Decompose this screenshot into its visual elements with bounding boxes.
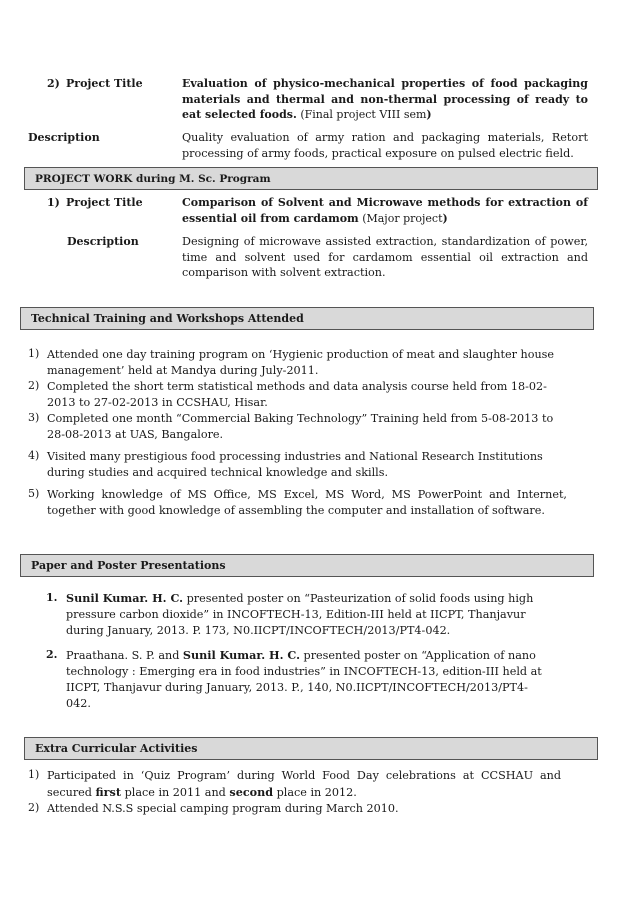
project-title [182, 76, 588, 123]
list-item: Completed one month “Commercial Baking Technology” Training held from 5-08-2013 to 28-08-2013 at UAS, Bangalore. [47, 412, 554, 441]
list-item [66, 590, 552, 639]
project-number: 2) [47, 77, 60, 90]
project-title-text: Evaluation of physico-mechanical properties of food packaging materials and thermal and non-thermal processing of ready to eat selected foods. [182, 77, 588, 121]
project-note-close: ) [442, 211, 448, 225]
list-number: 5) [28, 487, 40, 500]
list-item [66, 647, 552, 712]
paper-text: presented poster on “Pasteurization of solid foods using high pressure carbon dioxide” in INCOFTECH-13, Edition-III held at IICPT, Thanjavur during January, 2013. P. 173, N0.IICPT/INCOFTECH/2013/PT4-042. [66, 592, 534, 637]
description-label: Description [67, 235, 139, 248]
list-number: 2) [28, 379, 40, 392]
list-number: 4) [28, 449, 40, 462]
list-item: Attended one day training program on ‘Hygienic production of meat and slaughter house management’ held at Mandya during July-2011. [47, 348, 555, 377]
list-item: Visited many prestigious food processing industries and National Research Institutions during studies and acquired technical knowledge and skills. [47, 450, 543, 479]
author-name: Sunil Kumar. H. C. [182, 648, 300, 662]
list-number: 1) [28, 768, 40, 781]
list-number: 1) [28, 347, 40, 360]
list-item: Attended N.S.S special camping program during March 2010. [47, 802, 399, 815]
coauthor-name: Praathana. S. P. and [66, 649, 183, 662]
list-number: 1. [46, 591, 58, 604]
list-item: Working knowledge of MS Office, MS Excel, MS Word, MS PowerPoint and Internet, together with good knowledge of assembling the computer and installation of software. [47, 488, 567, 517]
project-note: (Final project VIII sem [300, 108, 427, 121]
second-place: second [229, 785, 274, 799]
paper-text: presented poster on “Application of nano technology : Emerging era in food industries” in INCOFTECH-13, edition-III held at IICPT, Thanjavur during January, 2013. P., 140, N0.IICPT/INCOFTECH/2013/PT4-042. [66, 649, 542, 710]
project-title-label: Project Title [66, 77, 143, 90]
activity-text: place in 2011 and [121, 786, 230, 799]
list-number: 3) [28, 411, 40, 424]
author-name: Sunil Kumar. H. C. [66, 591, 184, 605]
project-title-text: Comparison of Solvent and Microwave methods for extraction of essential oil from cardamom [182, 196, 588, 225]
section-header-training: Technical Training and Workshops Attended [20, 307, 594, 330]
project-note-close: ) [426, 108, 432, 121]
section-header-papers: Paper and Poster Presentations [20, 554, 594, 577]
list-number: 2. [46, 648, 58, 661]
section-header-pg-project: PROJECT WORK during M. Sc. Program [24, 167, 598, 190]
project-title [182, 195, 588, 226]
description-label: Description [28, 131, 100, 144]
list-item: Completed the short term statistical methods and data analysis course held from 18-02-2013 to 27-02-2013 in CCSHAU, Hisar. [47, 380, 547, 409]
project-note: (Major project [362, 211, 443, 225]
section-header-extra: Extra Curricular Activities [24, 737, 598, 760]
project-description: Designing of microwave assisted extraction, standardization of power, time and solvent used for cardamom essential oil extraction and comparison with solvent extraction. [182, 235, 588, 279]
activity-text: place in 2012. [273, 786, 357, 799]
project-number: 1) [47, 196, 60, 209]
first-place: first [95, 785, 122, 799]
list-number: 2) [28, 801, 40, 814]
activity-text: Participated in ‘Quiz Program’ during World Food Day celebrations at CCSHAU and secured [47, 769, 561, 799]
list-item [47, 768, 561, 801]
project-description: Quality evaluation of army ration and packaging materials, Retort processing of army foods, practical exposure on pulsed electric field. [182, 131, 588, 160]
project-title-label: Project Title [66, 196, 143, 209]
